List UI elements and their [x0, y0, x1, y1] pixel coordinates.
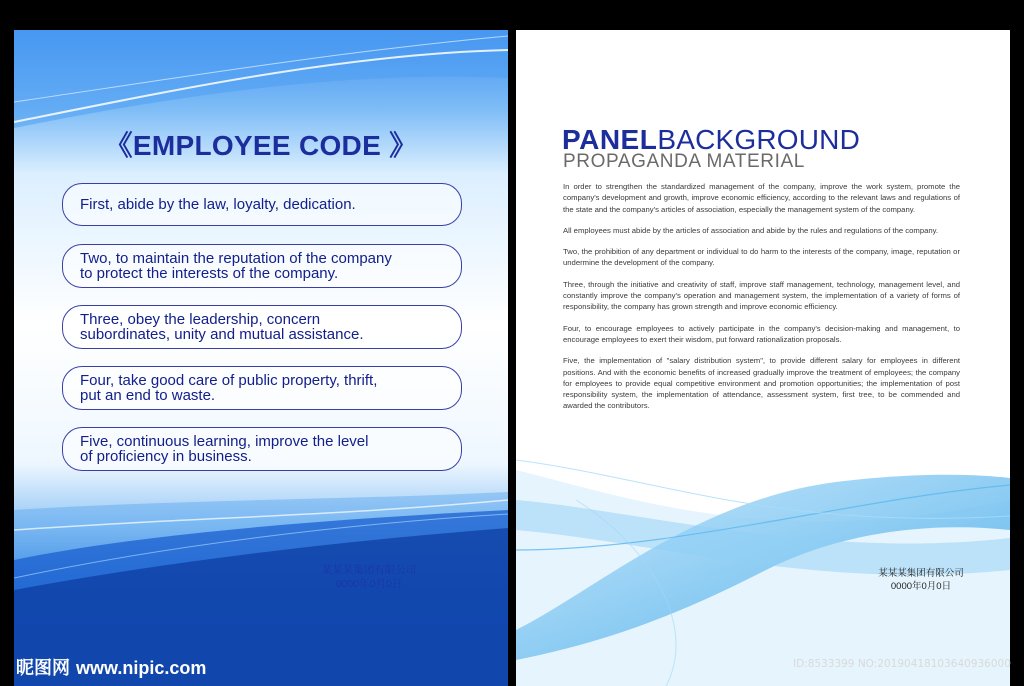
paragraph-1: In order to strengthen the standardized management of the company, improve the work system, promote the company's development and growth, improve economic efficiency, according to the relevant laws and regulations of the state and the company's articles of association, especially the management system of the company. [563, 182, 960, 214]
panel-title-bold: PANEL [562, 124, 658, 155]
body-text [563, 181, 960, 422]
code-item-3: Three, obey the leadership, concern subordinates, unity and mutual assistance. [62, 305, 462, 349]
code-item-5: Five, continuous learning, improve the level of proficiency in business. [62, 427, 462, 471]
company-date: 0000年0月0日 [335, 578, 403, 590]
paragraph-5: Four, to encourage employees to actively participate in the company's decision-making and management, to encourage employees to exert their wisdom, put forward rationalization proposals. [563, 323, 960, 344]
company-signature-right [856, 567, 986, 593]
panel-subtitle: PROPAGANDA MATERIAL [563, 151, 805, 172]
company-name-right: 某某某集团有限公司 [878, 568, 964, 579]
paragraph-4: Three, through the initiative and creativity of staff, improve staff management, technology, management level, and constantly improve the company's operation and management system, the implementation of a variety of forms of responsibility, the company has grown strength and improve economic efficiency. [563, 279, 960, 312]
paragraph-6: Five, the implementation of "salary distribution system", to provide different salary for employees in different positions. And with the economic benefits of increased gradually improve the treatment of employees; the company for employees to provide equal competitive environment and promotion opportunities; the implementation of post responsibility system, the implementation of attendance, assessment system, first tree, to be commended and awarded the contributors. [563, 356, 960, 411]
nipic-site: www.nipic.com [76, 658, 207, 678]
employee-code-title: 《EMPLOYEE CODE 》 [104, 130, 418, 161]
code-item-4: Four, take good care of public property, thrift, put an end to waste. [62, 366, 462, 410]
nipic-watermark [16, 654, 206, 680]
paragraph-2: All employees must abide by the articles of association and abide by the rules and regulations of the company. [563, 225, 939, 235]
employee-code-panel [14, 30, 508, 686]
nipic-logo-text: 昵图网 [16, 658, 70, 679]
company-name: 某某某集团有限公司 [321, 564, 417, 576]
paragraph-3: Two, the prohibition of any department or individual to do harm to the interests of the company, image, reputation or undermine the development of the company. [563, 247, 960, 268]
company-date-right: 0000年0月0日 [890, 581, 952, 592]
company-signature [294, 563, 444, 591]
panel-title-light: BACKGROUND [657, 124, 861, 155]
code-item-2: Two, to maintain the reputation of the company to protect the interests of the company. [62, 244, 462, 288]
image-id-watermark: ID:8533399 NO:20190418103640936000 [793, 658, 1011, 670]
code-item-1: First, abide by the law, loyalty, dedication. [62, 183, 462, 226]
propaganda-panel [516, 30, 1010, 686]
